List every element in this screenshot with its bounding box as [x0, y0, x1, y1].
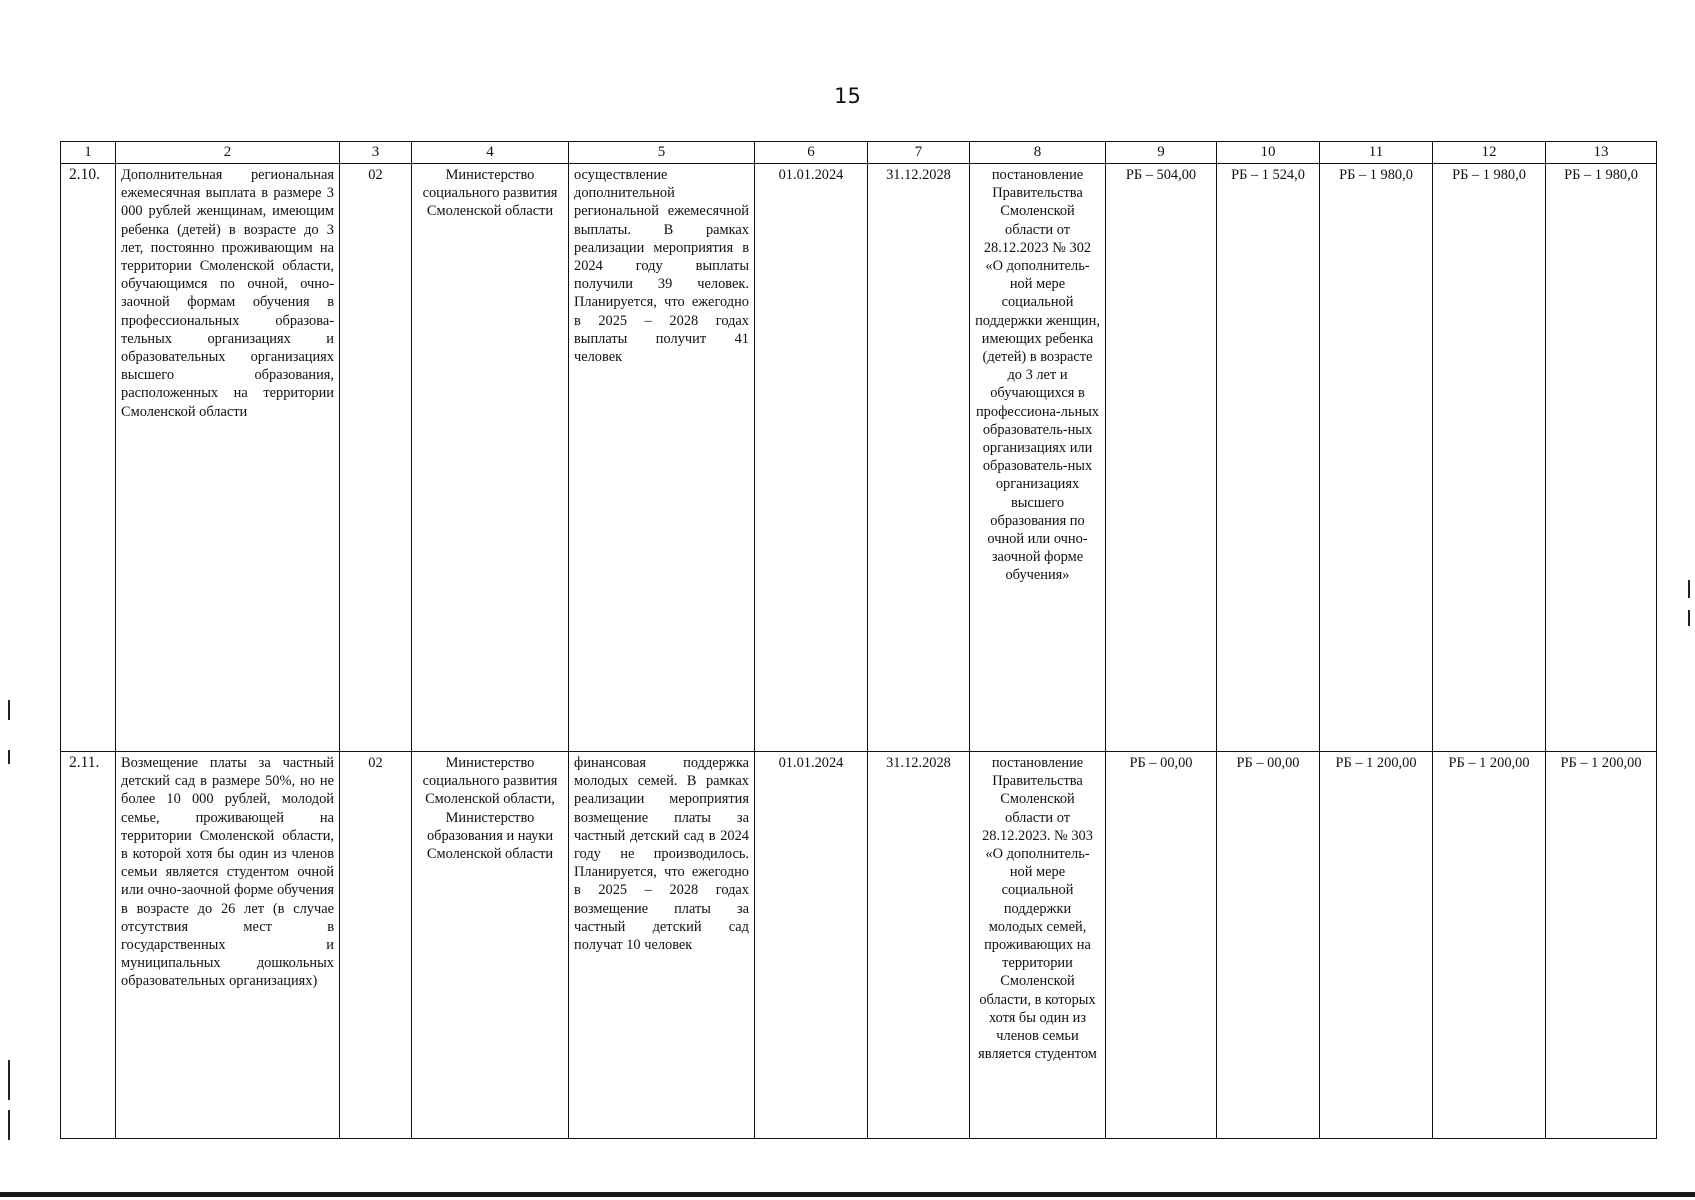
header-cell: 3 [340, 142, 412, 164]
measure-name: Возмещение платы за частный детский сад в размере 50%, но не более 10 000 рублей, молодой семье, проживающей на территории Смоленской области, в которой хотя бы один из членов семьи является студентом очной или очно-заочной форме обучения в возрасте до 26 лет (в случае отсутствия мест в государственных и муниципальных дошкольных образовательных организациях) [116, 752, 340, 1139]
end-date: 31.12.2028 [868, 752, 970, 1139]
executor: Министерство социального развития Смоленской области, Министерство образования и науки Смоленской области [412, 752, 569, 1139]
measures-table [60, 141, 1657, 1139]
funding-col-13: РБ – 1 200,00 [1546, 752, 1657, 1139]
executor: Министерство социального развития Смоленской области [412, 164, 569, 752]
funding-col-12: РБ – 1 200,00 [1433, 752, 1546, 1139]
header-cell: 4 [412, 142, 569, 164]
end-date: 31.12.2028 [868, 164, 970, 752]
row-number: 2.10. [61, 164, 116, 752]
funding-col-11: РБ – 1 200,00 [1320, 752, 1433, 1139]
scan-artifact [8, 700, 10, 720]
header-cell: 12 [1433, 142, 1546, 164]
measure-description: финансовая поддержка молодых семей. В рамках реализации мероприятия возмещение платы за частный детский сад в 2024 году не производилось. Планируется, что ежегодно в 2025 – 2028 годах возмещение платы за частный детский сад получат 10 человек [569, 752, 755, 1139]
table-row [61, 752, 1657, 1139]
measure-name: Дополнительная региональная ежемесячная выплата в размере 3 000 рублей женщинам, имеющим ребенка (детей) в возрасте до 3 лет, постоянно проживающим на территории Смоленской области, обучающимся по очной, очно-заочной формам обучения в профессиональных образова-тельных организациях и образовательных организациях высшего образования, расположенных на территории Смоленской области [116, 164, 340, 752]
funding-col-10: РБ – 1 524,0 [1217, 164, 1320, 752]
scan-artifact [8, 1110, 10, 1140]
start-date: 01.01.2024 [755, 164, 868, 752]
page-number: 15 [834, 84, 861, 108]
header-cell: 10 [1217, 142, 1320, 164]
header-cell: 13 [1546, 142, 1657, 164]
scan-edge-line [0, 1192, 1695, 1197]
header-row [61, 142, 1657, 164]
funding-col-12: РБ – 1 980,0 [1433, 164, 1546, 752]
header-cell: 11 [1320, 142, 1433, 164]
scan-artifact [8, 1060, 10, 1100]
start-date: 01.01.2024 [755, 752, 868, 1139]
scan-artifact [1688, 610, 1690, 626]
measure-code: 02 [340, 164, 412, 752]
scan-artifact [1688, 580, 1690, 598]
funding-col-9: РБ – 504,00 [1106, 164, 1217, 752]
header-cell: 2 [116, 142, 340, 164]
header-cell: 7 [868, 142, 970, 164]
legal-basis: постановление Правительства Смоленской области от 28.12.2023. № 303 «О дополнитель-ной мере социальной поддержки молодых семей, проживающих на территории Смоленской области, в которых хотя бы один из членов семьи является студентом [970, 752, 1106, 1139]
legal-basis: постановление Правительства Смоленской области от 28.12.2023 № 302 «О дополнитель-ной мере социальной поддержки женщин, имеющих ребенка (детей) в возрасте до 3 лет и обучающихся в профессиона-льных образователь-ных организациях или образователь-ных организациях высшего образования по очной или очно-заочной форме обучения» [970, 164, 1106, 752]
table-row [61, 164, 1657, 752]
funding-col-11: РБ – 1 980,0 [1320, 164, 1433, 752]
funding-col-10: РБ – 00,00 [1217, 752, 1320, 1139]
header-cell: 6 [755, 142, 868, 164]
measure-code: 02 [340, 752, 412, 1139]
row-number: 2.11. [61, 752, 116, 1139]
measure-description: осуществление дополнительной региональной ежемесячной выплаты. В рамках реализации мероприятия в 2024 году выплаты получили 39 человек. Планируется, что ежегодно в 2025 – 2028 годах выплаты получит 41 человек [569, 164, 755, 752]
funding-col-9: РБ – 00,00 [1106, 752, 1217, 1139]
header-cell: 9 [1106, 142, 1217, 164]
header-cell: 1 [61, 142, 116, 164]
header-cell: 8 [970, 142, 1106, 164]
funding-col-13: РБ – 1 980,0 [1546, 164, 1657, 752]
header-cell: 5 [569, 142, 755, 164]
scan-artifact [8, 750, 10, 764]
